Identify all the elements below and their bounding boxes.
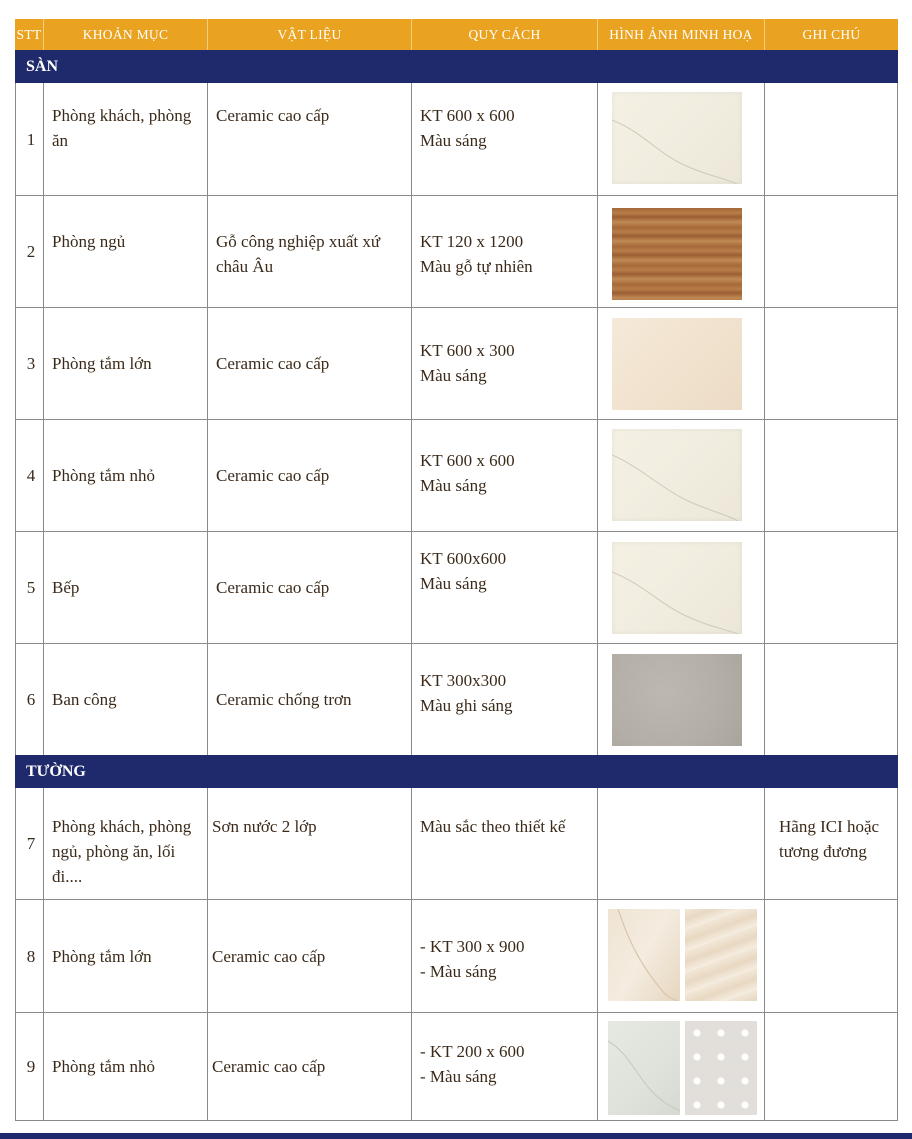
row-khoan-muc: [43, 308, 207, 419]
row-vat-lieu: [207, 532, 411, 643]
row-quy-cach: [411, 788, 597, 899]
row-vat-lieu-text: Ceramic cao cấp: [216, 578, 330, 597]
quy-cach-line: KT 600 x 600: [420, 106, 515, 125]
row-vat-lieu: [207, 420, 411, 531]
row-khoan-muc: Phòng khách, phòng ngủ, phòng ăn, lối đi....: [43, 788, 207, 899]
header-stt: STT: [16, 27, 42, 42]
header-quy-cach: QUY CÁCH: [411, 19, 597, 50]
row-khoan-muc-text: Phòng tắm lớn: [52, 946, 152, 966]
row-quy-cach: [411, 196, 597, 307]
section-san: SÀN: [15, 50, 898, 83]
beige-tile-swatch: [612, 318, 742, 410]
row-stt: 7: [15, 788, 43, 899]
row-vat-lieu-text: Ceramic cao cấp: [216, 354, 330, 373]
quy-cach-line: KT 600 x 300: [420, 341, 515, 360]
table-header: [15, 19, 898, 50]
section-tuong: TƯỜNG: [15, 755, 898, 788]
quy-cach-line: Màu sáng: [420, 366, 487, 385]
row-stt: 1: [15, 83, 43, 195]
row-ghi-chu: Hãng ICI hoặc tương đương: [764, 788, 898, 899]
row-khoan-muc-text: Phòng tắm nhỏ: [52, 466, 155, 485]
wood-floor-swatch: [612, 208, 742, 300]
row-image: [597, 308, 764, 419]
row-stt: 8: [15, 900, 43, 1012]
row-image: [597, 196, 764, 307]
row-quy-cach: [411, 900, 597, 1012]
row-quy-cach: [411, 308, 597, 419]
row-khoan-muc-text: Bếp: [52, 578, 80, 597]
row-khoan-muc: [43, 644, 207, 755]
quy-cach-line: KT 600x600: [420, 549, 507, 568]
table-row: [15, 900, 898, 1013]
quy-cach-line: - Màu sáng: [420, 1067, 497, 1086]
quy-cach-line: Màu sáng: [420, 574, 487, 593]
row-image: [597, 788, 764, 899]
relief-pattern-swatch: [685, 1021, 757, 1115]
row-vat-lieu: [207, 644, 411, 755]
row-ghi-chu: [764, 420, 898, 531]
row-image: [597, 644, 764, 755]
quy-cach-line: KT 120 x 1200: [420, 232, 524, 251]
row-vat-lieu: Sơn nước 2 lớp: [207, 788, 411, 899]
quy-cach-line: - KT 200 x 600: [420, 1042, 525, 1061]
row-khoan-muc: [43, 532, 207, 643]
row-ghi-chu: [764, 196, 898, 307]
row-ghi-chu: [764, 1013, 898, 1120]
row-vat-lieu-text: Ceramic cao cấp: [212, 1057, 326, 1076]
grey-marble-swatch: [608, 1021, 680, 1115]
row-ghi-chu: [764, 83, 898, 195]
table-row: [15, 83, 898, 196]
row-quy-cach: [411, 420, 597, 531]
row-vat-lieu: [207, 900, 411, 1012]
row-khoan-muc-text: Phòng tắm nhỏ: [52, 1057, 155, 1076]
row-stt: 9: [15, 1013, 43, 1120]
quy-cach-line: Màu gỗ tự nhiên: [420, 257, 533, 276]
row-vat-lieu: Gỗ công nghiệp xuất xứ châu Âu: [207, 196, 411, 307]
row-image: [597, 1013, 764, 1120]
quy-cach-line: Màu sáng: [420, 476, 487, 495]
row-vat-lieu: [207, 308, 411, 419]
row-vat-lieu: Ceramic cao cấp: [207, 83, 411, 195]
table-row: [15, 788, 898, 900]
row-ghi-chu: [764, 532, 898, 643]
marble-tile-swatch: [612, 92, 742, 184]
row-stt: 6: [15, 644, 43, 755]
row-khoan-muc-text: Phòng tắm lớn: [52, 354, 152, 373]
header-vat-lieu: VẬT LIỆU: [207, 19, 411, 50]
row-image: [597, 420, 764, 531]
row-vat-lieu-text: Ceramic cao cấp: [216, 466, 330, 485]
header-hinh-anh: HÌNH ẢNH MINH HOẠ: [597, 19, 764, 50]
row-khoan-muc: Phòng ngủ: [43, 196, 207, 307]
quy-cach-line: - Màu sáng: [420, 962, 497, 981]
footer-bar: [0, 1133, 912, 1139]
wave-relief-swatch: [685, 909, 757, 1001]
row-quy-cach: [411, 644, 597, 755]
row-ghi-chu: [764, 900, 898, 1012]
row-khoan-muc-text: Ban công: [52, 690, 117, 709]
header-ghi-chu: GHI CHÚ: [764, 19, 898, 50]
row-vat-lieu-text: Ceramic chống trơn: [216, 690, 352, 709]
table-row: [15, 420, 898, 532]
row-stt: 4: [15, 420, 43, 531]
quy-cach-line: Màu sắc theo thiết kế: [420, 817, 566, 836]
table-row: [15, 308, 898, 420]
quy-cach-line: KT 600 x 600: [420, 451, 515, 470]
row-image: [597, 532, 764, 643]
row-ghi-chu: [764, 308, 898, 419]
row-stt: 3: [15, 308, 43, 419]
quy-cach-line: Màu sáng: [420, 131, 487, 150]
row-ghi-chu: [764, 644, 898, 755]
row-vat-lieu-text: Ceramic cao cấp: [212, 946, 326, 966]
row-khoan-muc: Phòng khách, phòng ăn: [43, 83, 207, 195]
row-quy-cach: [411, 83, 597, 195]
table-row: [15, 196, 898, 308]
row-khoan-muc: [43, 420, 207, 531]
grey-antislip-swatch: [612, 654, 742, 746]
row-image: [597, 900, 764, 1012]
row-image: [597, 83, 764, 195]
cream-marble-swatch: [608, 909, 680, 1001]
row-khoan-muc: [43, 1013, 207, 1120]
marble-tile-swatch: [612, 429, 742, 521]
row-vat-lieu: [207, 1013, 411, 1120]
materials-table: [15, 19, 898, 1121]
marble-tile-swatch: [612, 542, 742, 634]
table-row: [15, 644, 898, 755]
table-row: [15, 1013, 898, 1121]
row-stt: 2: [15, 196, 43, 307]
table-row: [15, 532, 898, 644]
row-khoan-muc: [43, 900, 207, 1012]
row-quy-cach: [411, 532, 597, 643]
header-khoan-muc: KHOẢN MỤC: [43, 19, 207, 50]
quy-cach-line: - KT 300 x 900: [420, 937, 525, 956]
row-quy-cach: [411, 1013, 597, 1120]
quy-cach-line: Màu ghi sáng: [420, 696, 513, 715]
quy-cach-line: KT 300x300: [420, 671, 507, 690]
row-stt: 5: [15, 532, 43, 643]
